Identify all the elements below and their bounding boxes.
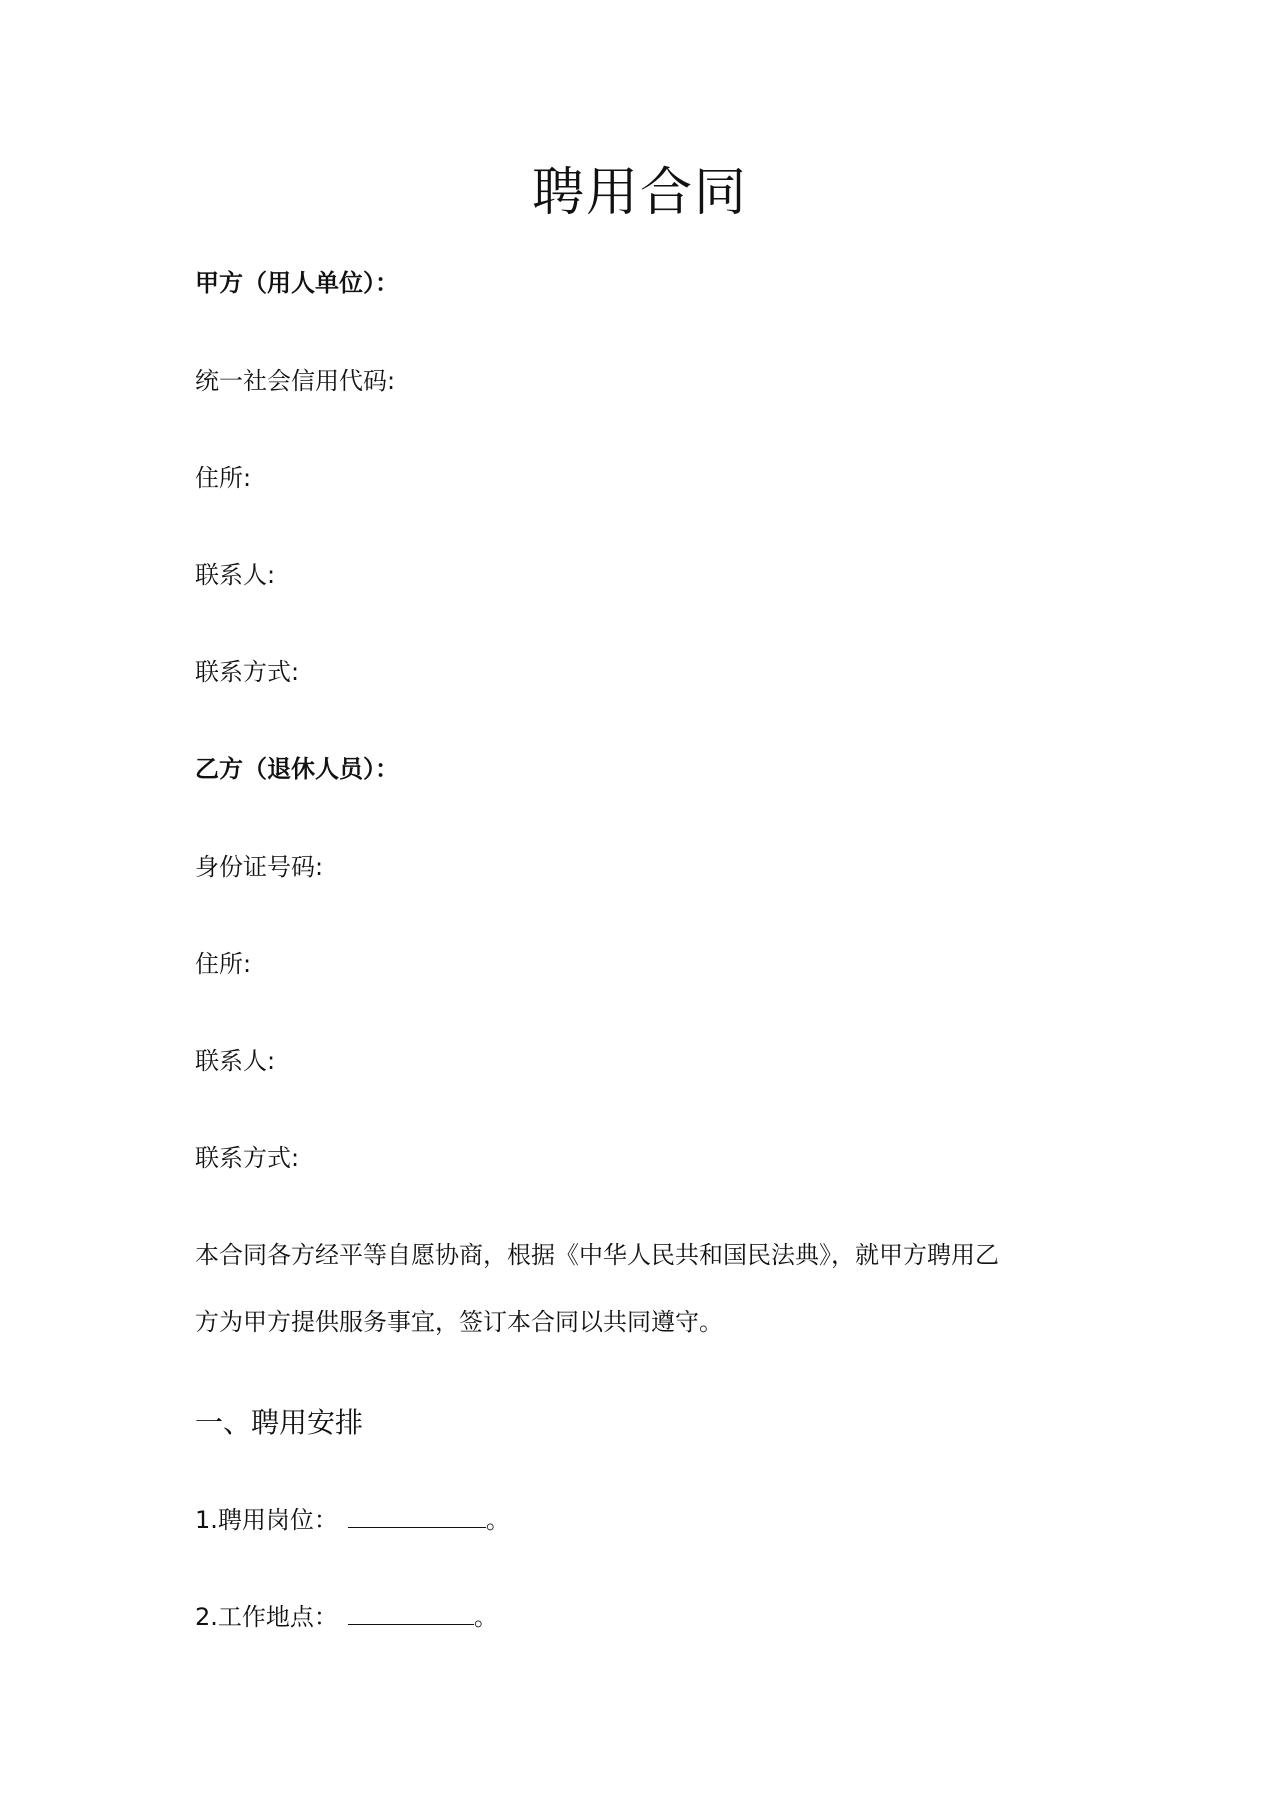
work-location-end-mark: 。 (473, 1603, 498, 1631)
party-b-id-number-label: 身份证号码: (195, 853, 324, 881)
position-blank (348, 1505, 486, 1528)
section-1-item-2 (195, 1600, 1095, 1634)
party-b-address-label: 住所: (195, 950, 252, 978)
party-a-contact-method-label: 联系方式: (195, 658, 300, 686)
work-location-label: 2.工作地点： (195, 1603, 338, 1631)
section-1-heading: 一、聘用安排 (195, 1406, 364, 1439)
preamble-line-2: 方为甲方提供服务事宜，签订本合同以共同遵守。 (195, 1308, 723, 1336)
party-a-contact-person-label: 联系人: (195, 561, 276, 589)
party-a-heading: 甲方（用人单位）： (195, 269, 399, 297)
work-location-blank (348, 1602, 474, 1625)
position-end-mark: 。 (485, 1506, 510, 1534)
party-b-heading: 乙方（退休人员）： (195, 755, 399, 783)
party-b-contact-method-label: 联系方式: (195, 1144, 300, 1172)
position-label: 1.聘用岗位： (195, 1506, 338, 1534)
preamble-line-1: 本合同各方经平等自愿协商，根据《中华人民共和国民法典》，就甲方聘用乙 (195, 1241, 999, 1269)
party-a-credit-code-label: 统一社会信用代码: (195, 367, 396, 395)
party-b-contact-person-label: 联系人: (195, 1047, 276, 1075)
party-a-address-label: 住所: (195, 464, 252, 492)
document-title: 聘用合同 (531, 163, 748, 223)
section-1-item-1 (195, 1503, 1095, 1537)
